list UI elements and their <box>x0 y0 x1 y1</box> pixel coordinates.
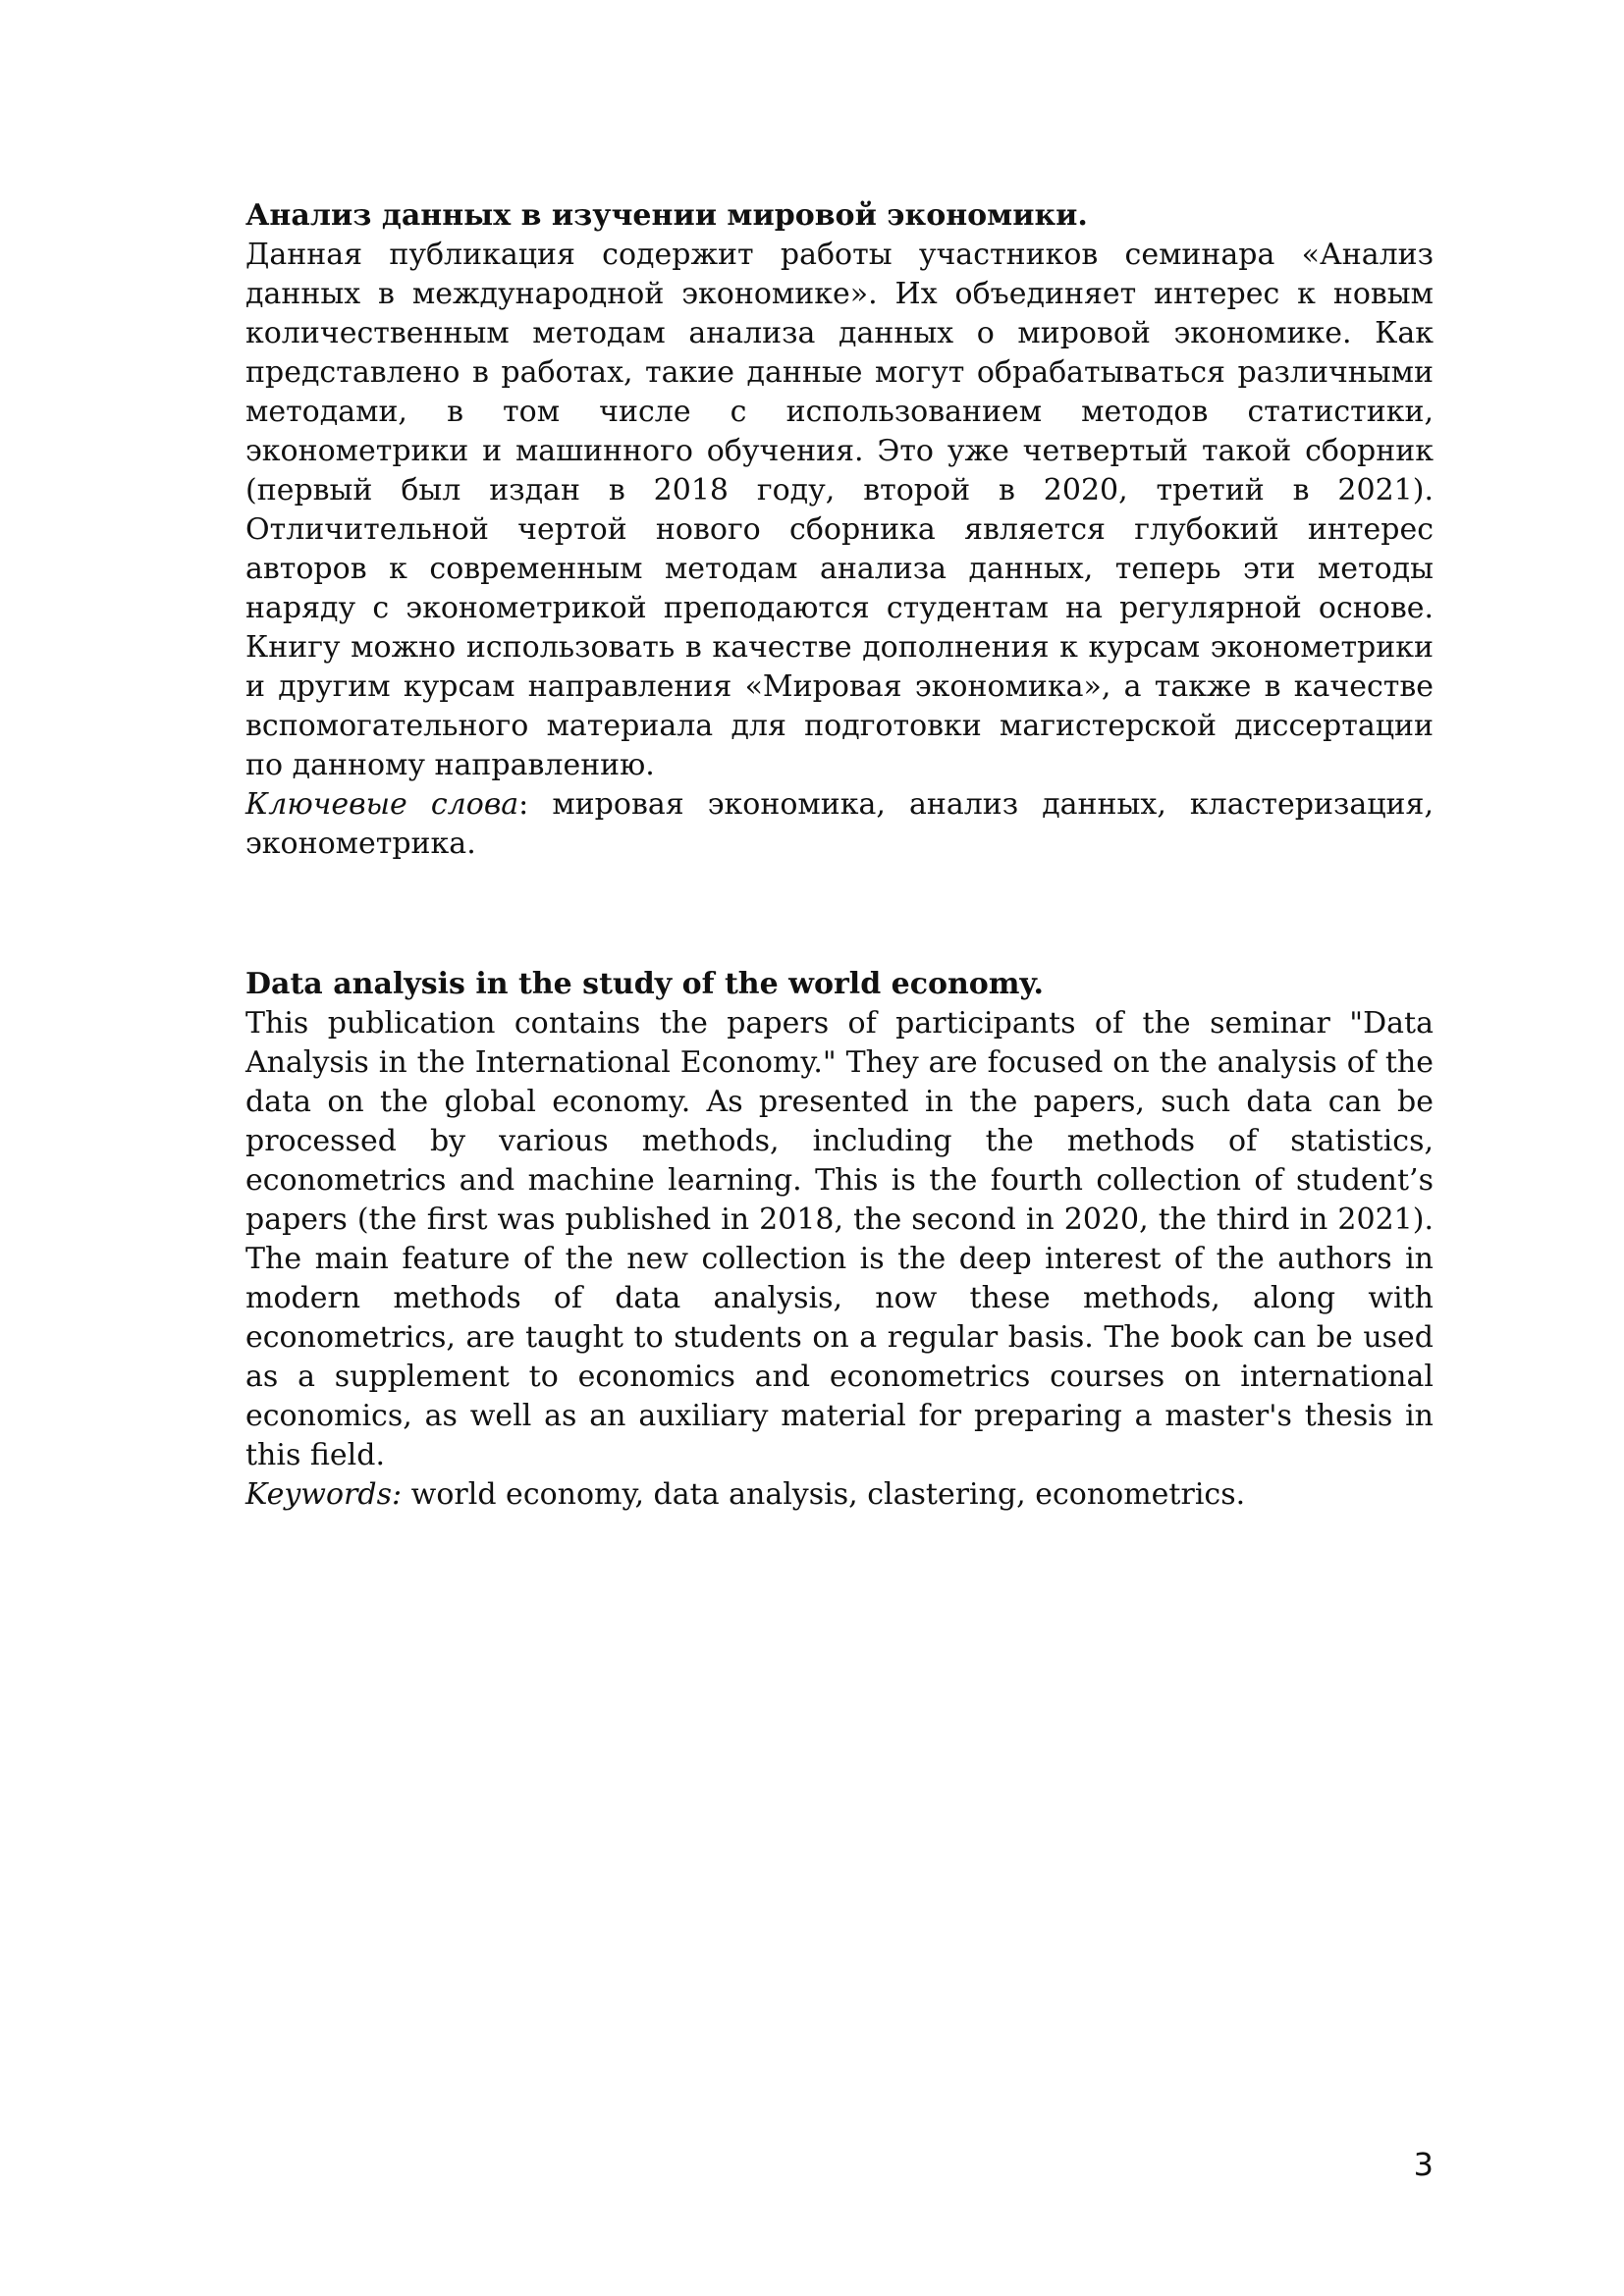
page-number: 3 <box>1413 2146 1434 2183</box>
abstract-en-keywords <box>245 1475 1434 1515</box>
abstract-en-title: Data analysis in the study of the world economy. <box>245 967 1044 1001</box>
abstract-en-body: This publication contains the papers of participants of the seminar "Data Analysis in the International Economy." They are focused on the analysis of the data on the global economy. As presented in the papers, such data can be processed by various methods, including the methods of statistics, econometrics and machine learning. This is the fourth collection of student’s papers (the first was published in 2018, the second in 2020, the third in 2021). The main feature of the new collection is the deep interest of the authors in modern methods of data analysis, now these methods, along with econometrics, are taught to students on a regular basis. The book can be used as a supplement to economics and econometrics courses on international economics, as well as an auxiliary material for preparing a master's thesis in this field. <box>245 1006 1434 1472</box>
abstract-ru-title: Анализ данных в изучении мировой экономики. <box>245 198 1088 233</box>
abstract-ru-keywords-text: : мировая экономика, анализ данных, кластеризация, эконометрика. <box>245 787 1434 861</box>
abstract-russian <box>245 196 1434 864</box>
abstract-english <box>245 965 1434 1515</box>
abstract-ru-keywords <box>245 785 1434 864</box>
abstract-ru-body: Данная публикация содержит работы участников семинара «Анализ данных в международной экономике». Их объединяет интерес к новым количественным методам анализа данных о мировой экономике. Как представлено в работах, такие данные могут обрабатываться различными методами, в том числе с использованием методов статистики, эконометрики и машинного обучения. Это уже четвертый такой сборник (первый был издан в 2018 году, второй в 2020, третий в 2021). Отличительной чертой нового сборника является глубокий интерес авторов к современным методам анализа данных, теперь эти методы наряду с эконометрикой преподаются студентам на регулярной основе. Книгу можно использовать в качестве дополнения к курсам эконометрики и другим курсам направления «Мировая экономика», а также в качестве вспомогательного материала для подготовки магистерской диссертации по данному направлению. <box>245 238 1434 782</box>
abstract-en-keywords-label: Keywords: <box>245 1477 403 1512</box>
abstract-ru-keywords-label: Ключевые слова <box>245 787 519 822</box>
abstract-en-keywords-text: world economy, data analysis, clastering, econometrics. <box>402 1477 1246 1512</box>
